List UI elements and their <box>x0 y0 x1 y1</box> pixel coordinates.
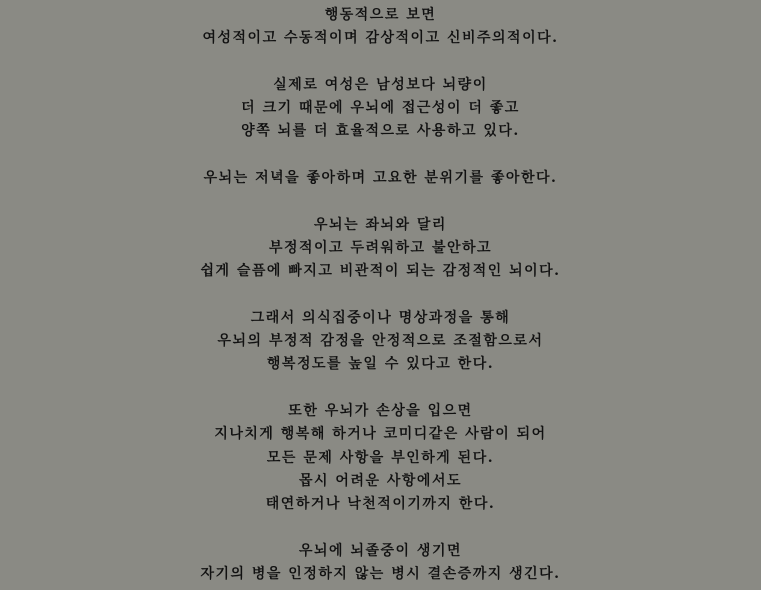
paragraph-gap <box>0 51 761 74</box>
text-line: 우뇌에 뇌졸중이 생기면 <box>299 542 462 559</box>
text-line: 그래서 의식집중이나 명상과정을 통해 <box>250 309 511 326</box>
paragraph-gap <box>0 517 761 540</box>
text-line: 더 크기 때문에 우뇌에 접근성이 더 좋고 <box>241 100 520 117</box>
text-line: 행복정도를 높일 수 있다고 한다. <box>266 356 495 373</box>
paragraph-gap <box>0 190 761 213</box>
text-line: 여성적이고 수동적이며 감상적이고 신비주의적이다. <box>202 30 559 47</box>
text-line: 모든 문제 사항을 부인하게 된다. <box>266 449 495 466</box>
paragraph-gap <box>0 144 761 167</box>
text-line: 우뇌는 저녁을 좋아하며 고요한 분위기를 좋아한다. <box>203 170 558 187</box>
paragraph-gap <box>0 284 761 307</box>
paragraph-gap <box>0 377 761 400</box>
text-line: 태연하거나 낙천적이기까지 한다. <box>265 496 496 513</box>
text-line: 쉽게 슬픔에 빠지고 비관적이 되는 감정적인 뇌이다. <box>200 263 561 280</box>
text-line: 부정적이고 두려워하고 불안하고 <box>268 239 493 256</box>
text-line: 실제로 여성은 남성보다 뇌량이 <box>273 76 488 93</box>
text-line: 자기의 병을 인정하지 않는 병시 결손증까지 생긴다. <box>200 566 561 583</box>
text-line: 몹시 어려운 사항에서도 <box>299 472 462 489</box>
text-line: 양쪽 뇌를 더 효율적으로 사용하고 있다. <box>241 123 520 140</box>
text-line: 우뇌의 부정적 감정을 안정적으로 조절함으로서 <box>217 333 544 350</box>
text-line: 행동적으로 보면 <box>324 7 437 23</box>
text-line: 우뇌는 좌뇌와 달리 <box>314 216 447 233</box>
text-line: 또한 우뇌가 손상을 입으면 <box>288 403 473 420</box>
text-line: 지나치게 행복해 하거나 코미디같은 사람이 되어 <box>214 426 547 443</box>
